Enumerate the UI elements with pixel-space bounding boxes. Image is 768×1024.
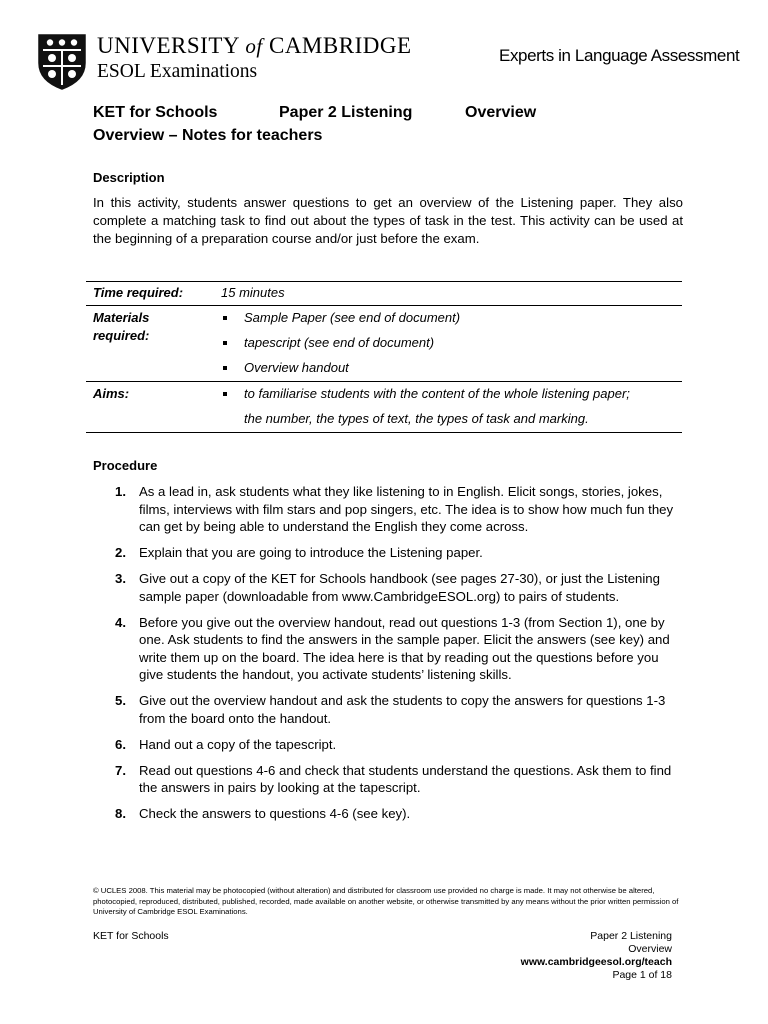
tagline: Experts in Language Assessment	[499, 46, 740, 65]
aims-line-1: to familiarise students with the content of the whole listening paper;	[244, 386, 630, 401]
procedure-list	[115, 483, 675, 831]
step-number: 7.	[115, 762, 126, 778]
procedure-step	[115, 483, 675, 536]
procedure-step	[115, 692, 675, 727]
step-text: Before you give out the overview handout, read out questions 1-3 (from Section 1), one by one. Ask students to find the answers in the sample paper. Elicit the answers (see key) and write them up on the board. The idea here is that by reading out the questions before you give students the handout, you activate students’ listening skills.	[139, 614, 670, 682]
copyright-notice: © UCLES 2008. This material may be photocopied (without alteration) and distributed for classroom use provided no charge is made. It may not otherwise be altered, photocopied, reproduced, distributed, published, recorded, made available on another website, or otherwise transmitted by any means without the prior written permission of University of Cambridge ESOL Examinations.	[93, 886, 679, 916]
description-heading: Description	[93, 170, 165, 185]
step-text: Give out a copy of the KET for Schools handbook (see pages 27-30), or just the Listening sample paper (downloadable from www.CambridgeESOL.org) to pairs of students.	[139, 571, 660, 604]
step-text: As a lead in, ask students what they like listening to in English. Elicit songs, stories, jokes, films, interviews with film stars and pop singers, etc. The idea is to show how much fun they can get by being able to understand the English they come across.	[139, 484, 674, 534]
procedure-step	[115, 736, 675, 754]
materials-item: Sample Paper (see end of document)	[244, 310, 461, 325]
step-text: Explain that you are going to introduce the Listening paper.	[139, 545, 483, 560]
step-number: 3.	[115, 571, 126, 586]
time-required-label: Time required:	[93, 285, 184, 300]
table-rule-1	[86, 305, 682, 306]
bullet-icon	[223, 341, 227, 345]
footer-section: Overview	[628, 943, 672, 955]
materials-label-line2: required:	[93, 328, 150, 343]
page-number: Page 1 of 18	[612, 969, 672, 981]
step-number: 1.	[115, 484, 126, 499]
aims-label: Aims:	[93, 386, 130, 401]
university-name-pre: UNIVERSITY	[97, 33, 240, 58]
cambridge-crest-logo	[37, 33, 87, 90]
page-subtitle: Overview – Notes for teachers	[93, 127, 323, 144]
description-text: In this activity, students answer questions to get an overview of the Listening paper. They also complete a matching task to find out about the types of task in the test. This activity can be used at the beginning of a preparation course and/or just before the exam.	[93, 195, 683, 246]
procedure-step	[115, 544, 675, 562]
university-name-of: of	[245, 34, 263, 58]
procedure-step	[115, 570, 675, 605]
esol-examinations: ESOL Examinations	[97, 61, 258, 82]
materials-label	[93, 309, 149, 345]
footer-left: KET for Schools	[93, 930, 169, 942]
step-text: Read out questions 4-6 and check that students understand the questions. Ask them to find the answers in pairs by looking at the tapescript.	[139, 762, 672, 795]
step-number: 8.	[115, 806, 126, 821]
bullet-icon	[223, 316, 227, 320]
table-rule-2	[86, 381, 682, 382]
step-text: Hand out a copy of the tapescript.	[139, 736, 337, 752]
step-number: 4.	[115, 614, 126, 630]
aims-line-2: the number, the types of text, the types of task and marking.	[244, 411, 589, 426]
procedure-step	[115, 614, 675, 684]
footer-url: www.cambridgeesol.org/teach	[520, 956, 672, 968]
footer-paper: Paper 2 Listening	[590, 930, 672, 942]
bullet-icon	[223, 366, 227, 370]
bullet-icon	[223, 392, 227, 396]
step-number: 5.	[115, 693, 126, 708]
title-exam: KET for Schools	[93, 104, 218, 121]
materials-label-line1: Materials	[93, 310, 150, 325]
step-text: Give out the overview handout and ask the students to copy the answers for questions 1-3 from the board onto the handout.	[139, 693, 666, 726]
title-section: Overview	[465, 104, 537, 121]
footer-right	[521, 930, 672, 982]
table-rule-bottom	[86, 432, 682, 433]
procedure-step	[115, 805, 675, 823]
table-rule-top	[86, 281, 682, 282]
university-name-post: CAMBRIDGE	[268, 33, 412, 58]
procedure-step	[115, 762, 675, 797]
step-number: 2.	[115, 545, 126, 560]
time-required-value: 15 minutes	[221, 285, 285, 300]
materials-item: Overview handout	[244, 360, 349, 375]
university-name	[97, 33, 412, 59]
step-number: 6.	[115, 736, 126, 752]
materials-item: tapescript (see end of document)	[244, 335, 435, 350]
title-paper: Paper 2 Listening	[279, 104, 413, 121]
procedure-heading: Procedure	[93, 458, 158, 473]
step-text: Check the answers to questions 4-6 (see key).	[139, 806, 411, 821]
